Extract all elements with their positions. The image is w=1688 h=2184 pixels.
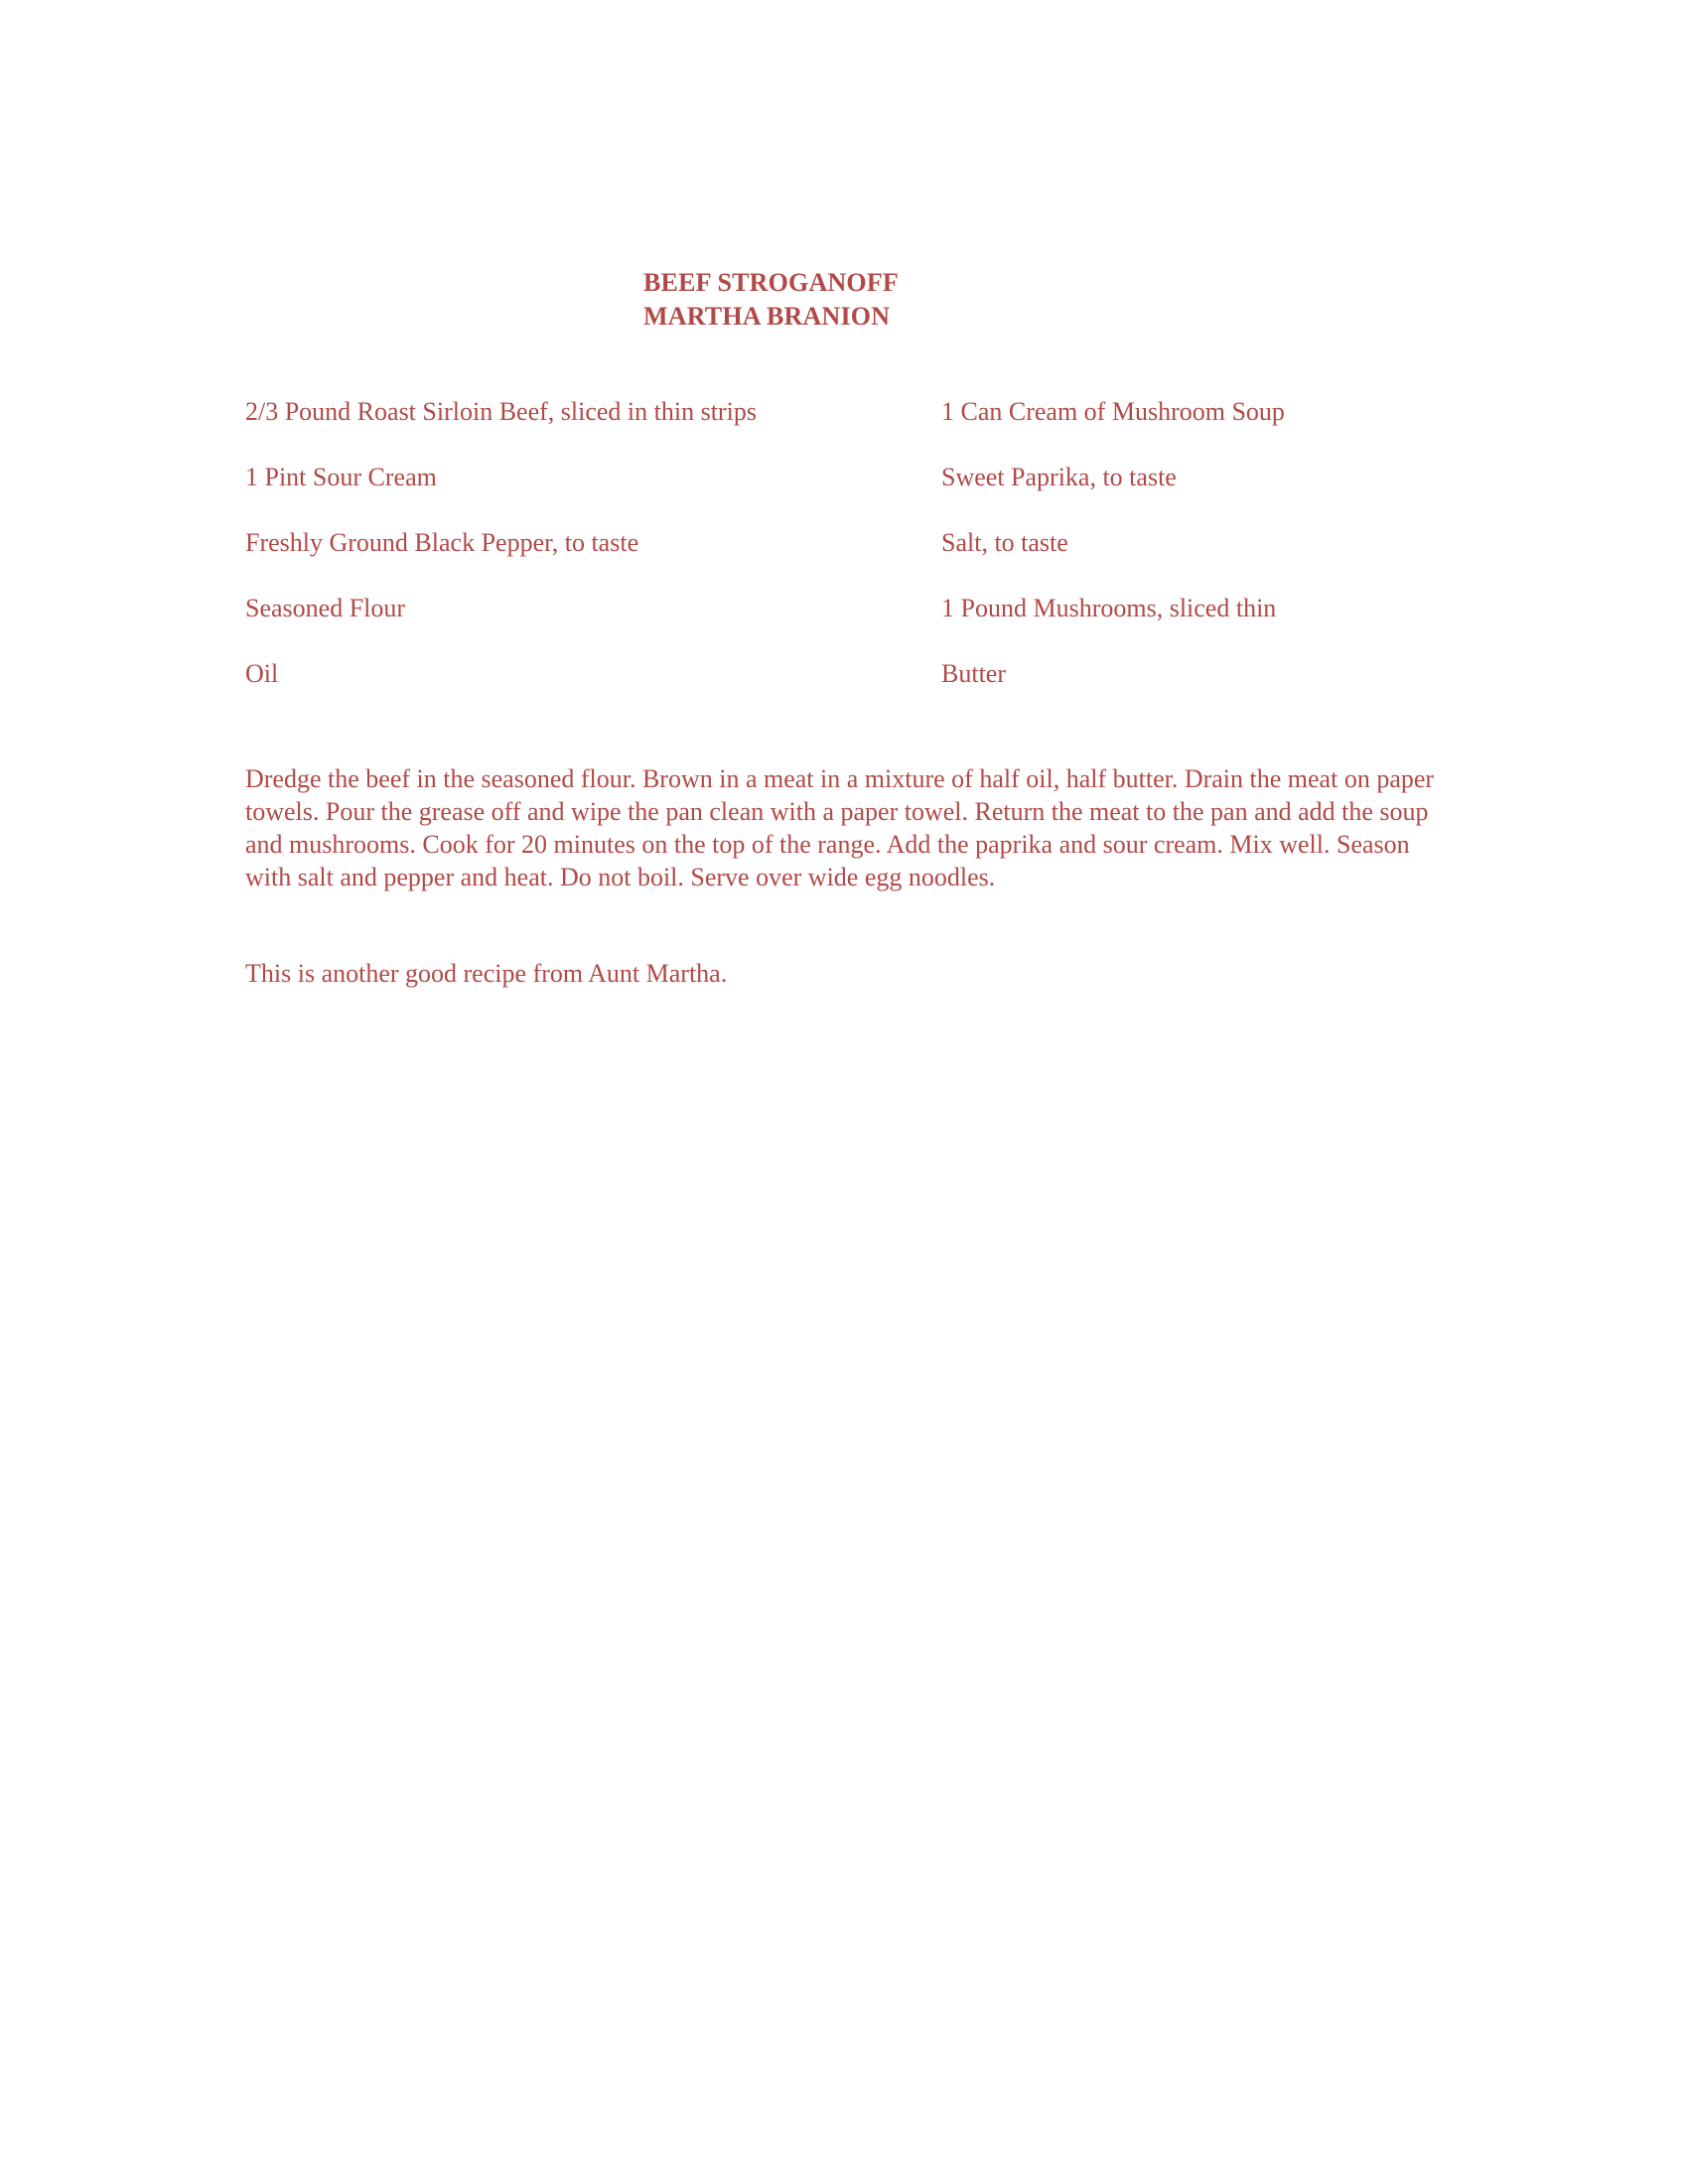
- ingredient-row: [245, 397, 1486, 463]
- ingredient-item: Sweet Paprika, to taste: [941, 463, 1177, 491]
- ingredient-item: Freshly Ground Black Pepper, to taste: [245, 528, 639, 557]
- ingredient-item: Oil: [245, 659, 279, 688]
- ingredient-item: 1 Pint Sour Cream: [245, 463, 437, 491]
- ingredient-item: Butter: [941, 659, 1006, 688]
- ingredient-row: [245, 528, 1486, 594]
- ingredient-item: 1 Pound Mushrooms, sliced thin: [941, 594, 1277, 622]
- instructions-paragraph: Dredge the beef in the seasoned flour. Brown in a meat in a mixture of half oil, half butter. Drain the meat on paper towels. Pour the grease off and wipe the pan clean with a paper towel. Return the meat to the pan and add the soup and mushrooms. Cook for 20 minutes on the top of the range. Add the paprika and sour cream. Mix well. Season with salt and pepper and heat. Do not boil. Serve over wide egg noodles.: [245, 764, 1435, 891]
- ingredient-row: [245, 463, 1486, 528]
- recipe-title: BEEF STROGANOFF: [643, 268, 900, 297]
- title-block: [643, 266, 899, 334]
- ingredient-item: Salt, to taste: [941, 528, 1068, 557]
- ingredient-item: 2/3 Pound Roast Sirloin Beef, sliced in thin strips: [245, 397, 757, 426]
- ingredient-row: [245, 659, 1486, 725]
- ingredients-list: [245, 397, 1486, 725]
- recipe-note: This is another good recipe from Aunt Martha.: [245, 959, 728, 988]
- ingredient-item: Seasoned Flour: [245, 594, 406, 622]
- recipe-author: MARTHA BRANION: [643, 302, 891, 331]
- ingredient-row: [245, 594, 1486, 659]
- ingredient-item: 1 Can Cream of Mushroom Soup: [941, 397, 1285, 426]
